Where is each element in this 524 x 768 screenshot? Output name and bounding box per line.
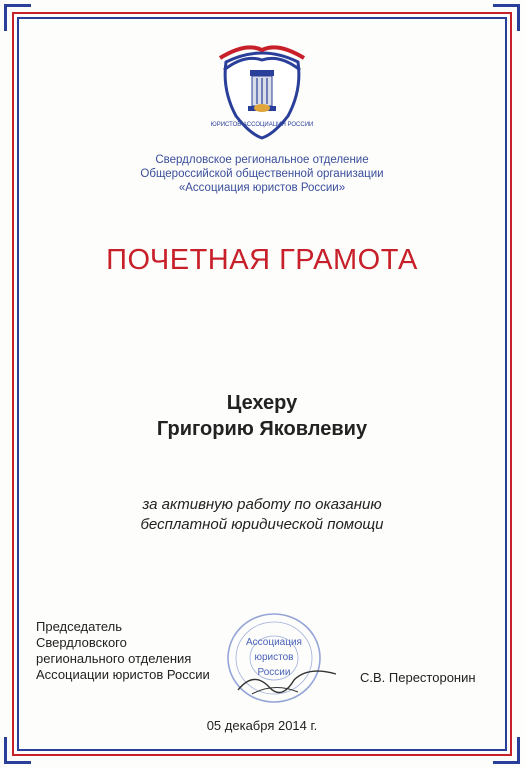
chairman-line-3: регионального отделения <box>36 651 192 666</box>
corner-ornament <box>4 737 31 764</box>
chairman-line-2: Свердловского <box>36 635 127 650</box>
seal-text-line-1: Ассоциация <box>246 637 302 648</box>
issue-date: 05 декабря 2014 г. <box>206 718 318 733</box>
logo-caption: ЮРИСТОВ АССОЦИАЦИЯ РОССИИ <box>210 122 314 128</box>
round-seal <box>224 608 342 708</box>
reason-line-2: бесплатной юридической помощи <box>140 516 384 533</box>
seal-text-line-2: юристов <box>254 652 294 663</box>
signer-name: С.В. Пересторонин <box>360 670 476 685</box>
association-logo <box>210 40 314 140</box>
certificate-title: ПОЧЕТНАЯ ГРАМОТА <box>106 244 418 276</box>
chairman-line-1: Председатель <box>36 619 123 634</box>
corner-ornament <box>493 4 520 31</box>
organization-line-2: Общероссийской общественной организации <box>140 168 384 180</box>
seal-text-line-3: России <box>257 667 291 678</box>
chairman-line-4: Ассоциации юристов России <box>36 667 210 682</box>
corner-ornament <box>4 4 31 31</box>
signature-stroke <box>252 687 298 694</box>
recipient-name: Григорию Яковлевиу <box>156 418 368 440</box>
organization-line-1: Свердловское региональное отделение <box>155 154 369 166</box>
recipient-surname: Цехеру <box>226 392 298 414</box>
organization-line-3: «Ассоциация юристов России» <box>178 182 346 194</box>
corner-ornament <box>493 737 520 764</box>
reason-line-1: за активную работу по оказанию <box>142 496 382 513</box>
